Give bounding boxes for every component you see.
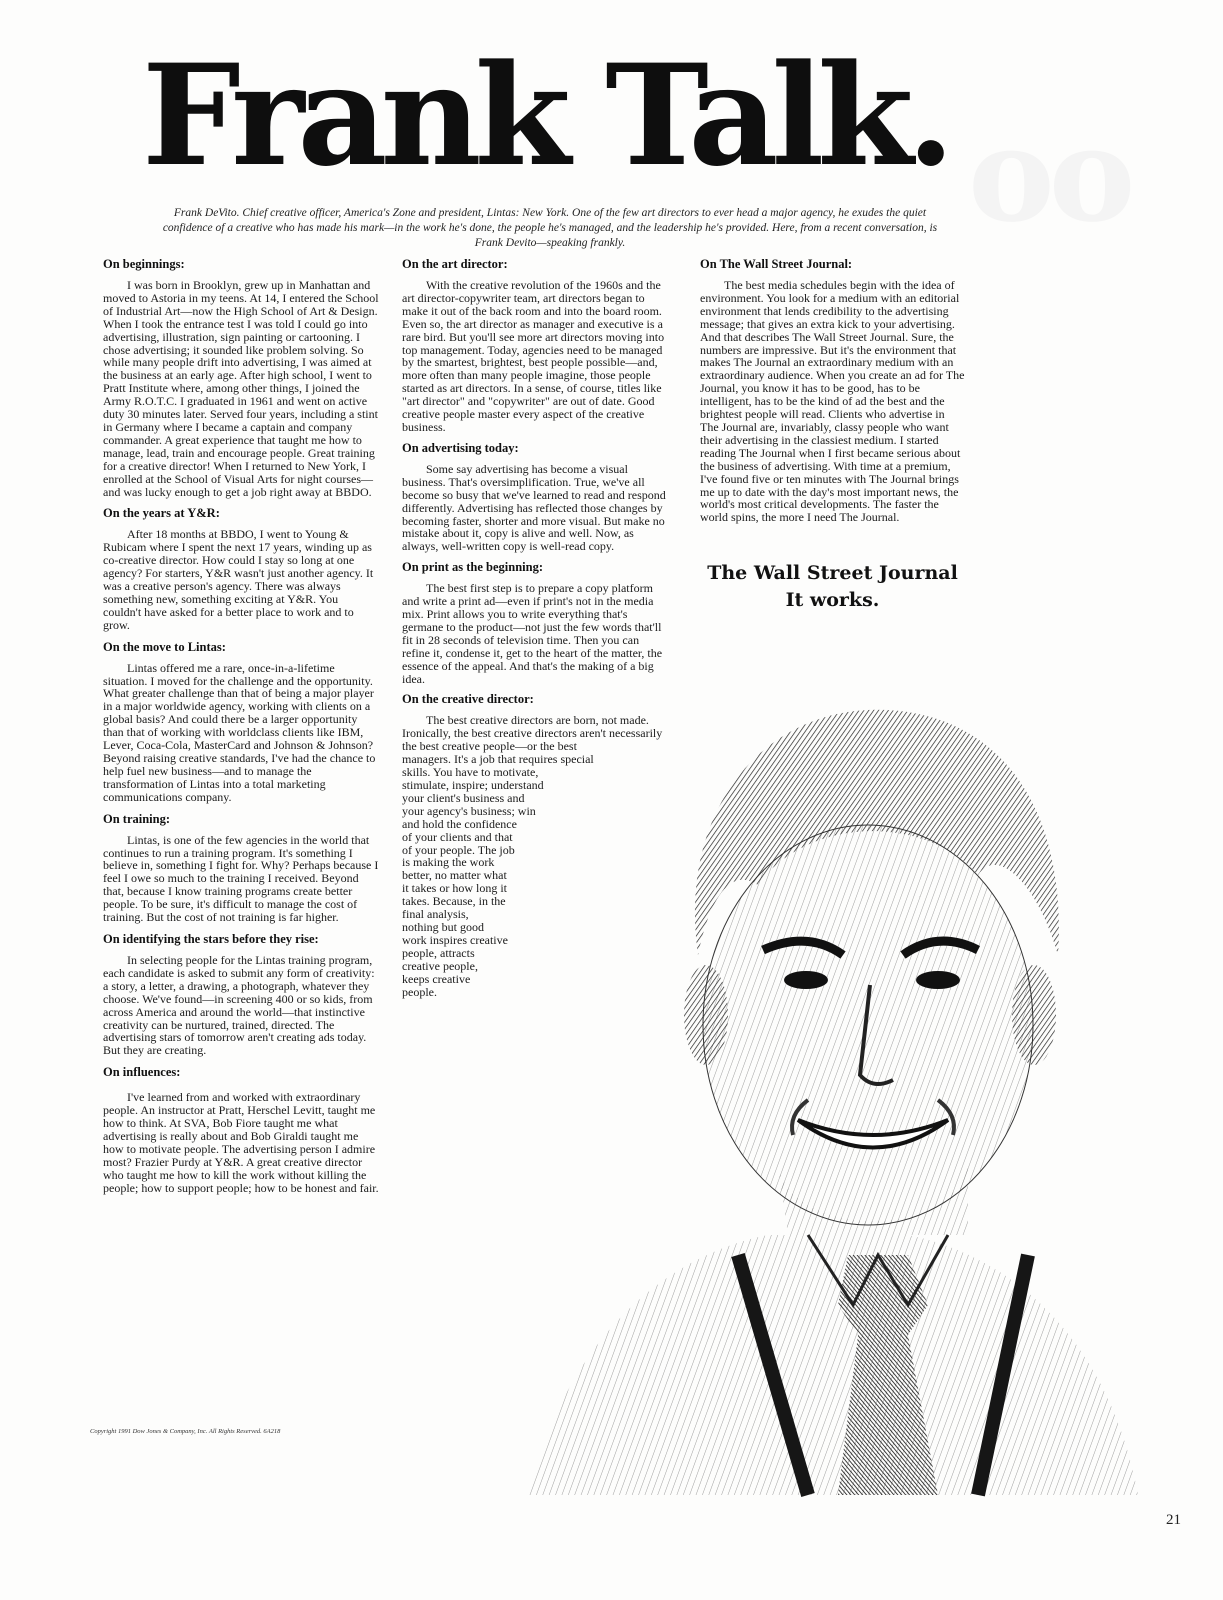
section-heading: On the art director:: [402, 257, 508, 271]
page-number: 21: [1166, 1512, 1181, 1528]
section-influences: [103, 1065, 379, 1194]
slogan-line-1: The Wall Street Journal: [707, 562, 958, 584]
section-heading: On beginnings:: [103, 257, 185, 271]
section-body: The best media schedules begin with the idea of environment. You look for a medium with an editorial environment that lends credibility to the advertising message; that gives an extra kick to your advertising. And that describes The Wall Street Journal. Sure, the numbers are impressive. But it's the environment that makes The Journal an extraordinary medium with an extraordinary audience. When you create an ad for The Journal, you know it has to be good, has to be intelligent, has to be the kind of ad the best and the brightest people will read. Clients who advertise in The Journal are, invariably, classy people who want their advertising in the classiest medium. I started reading The Journal when I first became serious about the business of advertising. With time at a premium, I've found five or ten minutes with The Journal brings me up to date with the day's most important news, the world's most critical developments. The faster the world spins, the more I need The Journal.: [700, 278, 965, 525]
section-wall-street-journal: [700, 257, 965, 524]
section-body: The best first step is to prepare a copy platform and write a print ad—even if print's not in the media mix. Print allows you to write everything that's germane to the product—not just the few words that'll fit in 28 seconds of television time. Then you can refine it, condense it, get to the heart of the matter, the essence of the appeal. And that's the making of a big idea.: [402, 581, 663, 686]
intro-blurb: Frank DeVito. Chief creative officer, America's Zone and president, Lintas: New York. One of the few art directors to ever head a major agency, he exudes the quiet confidence of a creative who has made his mark—in the work he's done, the people he's managed, and the leadership he's provided. Here, from a recent conversation, is Frank Devito—speaking frankly.: [162, 207, 938, 249]
slogan: [700, 560, 965, 614]
section-body: Lintas offered me a rare, once-in-a-lifetime situation. I moved for the challenge and the opportunity. What greater challenge than that of being a major player in a major worldwide agency, working with clients on a global basis? And could there be a larger opportunity than that of working with worldclass clients like IBM, Lever, Coca-Cola, MasterCard and Johnson & Johnson? Beyond raising creative standards, I've had the chance to help fuel new business—and to manage the transformation of Lintas into a total marketing communications company.: [103, 660, 376, 804]
engraved-portrait-illustration: [508, 695, 1146, 1498]
headline: Frank Talk.: [142, 33, 949, 197]
section-heading: On influences:: [103, 1065, 181, 1080]
section-body: I've learned from and worked with extraordinary people. An instructor at Pratt, Herschel Levitt, taught me how to think. At SVA, Bob Fiore taught me what advertising is really about and Bob Giraldi taught me how to motivate people. The advertising person I admire most? Frazier Purdy at Y&R. A great creative director who taught me how to kill the work without killing the people; how to support people; how to be honest and fair.: [103, 1090, 379, 1195]
column-right: [700, 257, 965, 531]
section-art-director: [402, 257, 668, 434]
section-identifying-stars: [103, 932, 379, 1057]
section-advertising-today: [402, 441, 668, 553]
slogan-line-2: It works.: [785, 589, 880, 611]
section-body: I was born in Brooklyn, grew up in Manhattan and moved to Astoria in my teens. At 14, I entered the School of Industrial Art—now the High School of Art & Design. When I took the entrance test I was told I could go into advertising, illustration, sign painting or cartooning. I chose advertising; it sounded like problem solving. So while many people drift into advertising, I was aimed at the business at an early age. After high school, I went to Pratt Institute where, among other things, I joined the Army R.O.T.C. I graduated in 1961 and went on active duty 30 minutes later. Served four years, including a stint in Germany where I became a captain and company commander. A great experience that taught me how to manage, lead, train and encourage people. Great training for a creative director! When I returned to New York, I enrolled at the School of Visual Arts for night courses—and was lucky enough to get a job right away at BBDO.: [103, 278, 379, 499]
section-heading: On print as the beginning:: [402, 560, 544, 575]
section-beginnings: [103, 257, 379, 498]
copyright-notice: Copyright 1991 Dow Jones & Company, Inc. All Rights Reserved. 6A218: [90, 1428, 281, 1435]
section-body: Some say advertising has become a visual business. That's oversimplification. True, we've all become so busy that we've learned to read and respond differently. Advertising has reflected those changes by becoming faster, shorter and more visual. But make no mistake about it, copy is alive and well. Now, as always, well-written copy is well-read copy.: [402, 461, 666, 554]
section-heading: On training:: [103, 811, 171, 826]
ghost-headline: oo: [968, 98, 1130, 251]
section-years-at-yr: [103, 506, 379, 631]
section-heading: On The Wall Street Journal:: [700, 257, 853, 271]
section-heading: On the move to Lintas:: [103, 639, 226, 654]
section-body: With the creative revolution of the 1960s and the art director-copywriter team, art directors began to make it out of the back room and into the board room. Even so, the art director as manager and executive is a rare bird. But you'll see more art directors moving into top management. Today, agencies need to be managed by the smartest, brightest, best people possible—and, more often than many people imagine, those people started as art directors. In a sense, of course, titles like "art director" and "copywriter" are out of date. Good creative people master every aspect of the creative business.: [402, 278, 665, 434]
section-heading: On identifying the stars before they rise:: [103, 931, 319, 946]
section-heading: On advertising today:: [402, 440, 519, 455]
section-heading: On the years at Y&R:: [103, 506, 220, 521]
section-body: After 18 months at BBDO, I went to Young & Rubicam where I spent the next 17 years, winding up as co-creative director. How could I stay so long at one agency? For starters, Y&R wasn't just another agency. It was a creative person's agency. There was always something new, something exciting at Y&R. You couldn't have asked for a better place to work and to grow.: [103, 527, 374, 632]
section-body: In selecting people for the Lintas training program, each candidate is asked to submit any form of creativity: a story, a letter, a drawing, a photograph, whatever they choose. We've found—in screening 400 or so kids, from across America and around the world—that instinctive creativity can be nurtured, trained, directed. The advertising stars of tomorrow aren't creating ads today. But they are creating.: [103, 952, 375, 1058]
column-left: [103, 257, 379, 1206]
section-move-to-lintas: [103, 640, 379, 804]
section-training: [103, 812, 379, 924]
section-print-beginning: [402, 560, 668, 685]
section-body: Lintas, is one of the few agencies in the world that continues to run a training program. It's something I believe in, something I fight for. Why? Perhaps because I feel I owe so much to the training I received. Beyond that, because I know training programs create better people. To be sure, it's difficult to manage the cost of training. But the cost of not training is far higher.: [103, 832, 379, 925]
section-heading: On the creative director:: [402, 692, 534, 707]
section-body: The best creative directors are born, not made. Ironically, the best creative directors aren't necessarily the best creative people—or the best managers. It's a job that requires special skills. You have to motivate, stimulate, inspire; understand your client's business and your agency's business; win and hold the confidence of your clients and that of your people. The job is making the work better, no matter what it takes or how long it takes. Because, in the final analysis, nothing but good work inspires creative people, attracts creative people, keeps creative people.: [402, 713, 663, 999]
